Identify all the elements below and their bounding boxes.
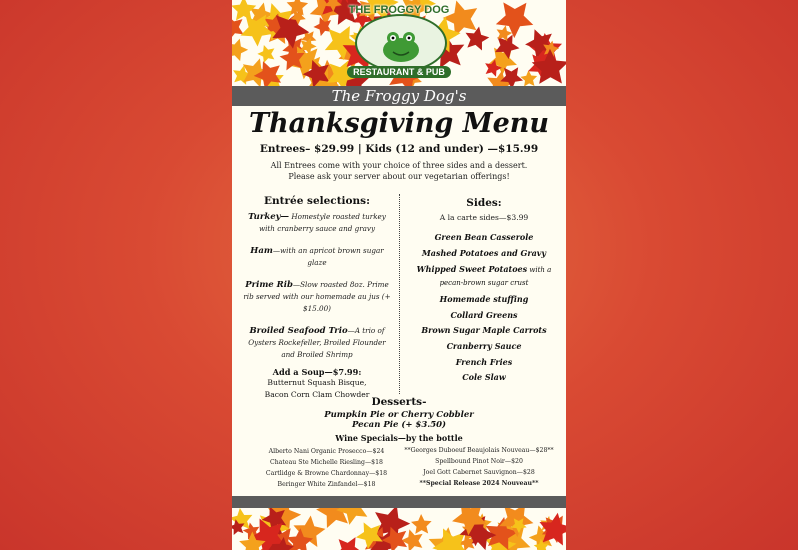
desserts-heading: Desserts-	[371, 396, 427, 408]
entree-desc: —A trio of Oysters Rockefeller, Broiled Flounder and Broiled Shrimp	[248, 326, 386, 359]
footer-bar	[232, 496, 566, 508]
logo-subtitle: RESTAURANT & PUB	[347, 66, 451, 78]
soup-heading: Add a Soup—$7.99:	[272, 367, 362, 377]
dessert-line: Pecan Pie (+ $3.50)	[351, 420, 447, 430]
froggy-dog-logo	[347, 4, 451, 82]
side-item: Brown Sugar Maple Carrots	[421, 325, 547, 336]
wine-list-left	[254, 446, 399, 490]
soup-item: Bacon Corn Clam Chowder	[264, 390, 370, 399]
wine-item: **Georges Duboeuf Beaujolais Nouveau—$28**	[404, 447, 554, 454]
entree-name: Turkey—	[248, 212, 290, 222]
side-item: French Fries	[455, 356, 513, 367]
wine-list-right	[404, 445, 554, 489]
dessert-line: Pumpkin Pie or Cherry Cobbler	[324, 410, 474, 420]
soup-item: Butternut Squash Bisque,	[267, 378, 367, 387]
wine-item: Beringer White Zinfandel—$18	[277, 481, 376, 488]
maple-leaf-icon	[490, 0, 541, 42]
wine-item: **Special Release 2024 Nouveau**	[419, 480, 539, 487]
entree-desc: Homestyle roasted turkey with cranberry sauce and gravy	[258, 212, 386, 233]
entree-name: Ham	[250, 246, 273, 256]
entree-name: Broiled Seafood Trio	[249, 326, 348, 336]
menu-card	[232, 0, 566, 550]
side-item: Cole Slaw	[462, 372, 506, 383]
side-item: Green Bean Casserole	[434, 232, 534, 242]
side-item: Mashed Potatoes and Gravy	[421, 247, 547, 258]
side-special-name: Whipped Sweet Potatoes	[416, 264, 528, 275]
wine-heading: Wine Specials—by the bottle	[335, 433, 463, 443]
entree-item	[242, 245, 392, 269]
wine-item: Joel Gott Cabernet Sauvignon—$28	[423, 469, 535, 476]
side-item: Homemade stuffing	[439, 294, 529, 305]
desserts-section	[232, 396, 566, 430]
wine-item: Chateau Ste Michelle Riesling—$18	[270, 459, 383, 466]
column-divider	[399, 194, 400, 394]
maple-leaf-icon	[232, 38, 248, 61]
sides-heading: Sides:	[466, 197, 502, 209]
entree-heading: Entrée selections:	[264, 195, 370, 207]
entree-item	[242, 279, 392, 315]
entree-desc: —with an apricot brown sugar glaze	[272, 246, 384, 267]
prices-line: Entrees– $29.99 | Kids (12 and under) —$15.99	[259, 143, 539, 155]
side-special-desc: with a pecan-brown sugar crust	[439, 266, 552, 288]
note-sides: All Entrees come with your choice of three sides and a dessert.	[270, 161, 528, 170]
frog-mascot-icon	[355, 14, 447, 72]
wine-item: Spellbound Pinot Noir—$20	[435, 458, 523, 465]
sides-price: A la carte sides—$3.99	[439, 213, 529, 222]
page-title: Thanksgiving Menu	[248, 108, 550, 139]
wine-item: Cartlidge & Browne Chardonnay—$18	[265, 470, 388, 477]
side-item-special	[410, 263, 558, 289]
logo-name: THE FROGGY DOG	[348, 4, 450, 16]
sides-column	[410, 197, 558, 386]
entree-column	[242, 195, 392, 401]
side-item: Collard Greens	[450, 309, 518, 320]
banner: The Froggy Dog's	[232, 86, 566, 106]
side-item: Cranberry Sauce	[446, 340, 522, 351]
autumn-leaves-bottom	[232, 508, 566, 550]
entree-item	[242, 211, 392, 235]
note-vegetarian: Please ask your server about our vegetarian offerings!	[288, 172, 510, 181]
entree-name: Prime Rib	[245, 280, 293, 290]
entree-desc: —Slow roasted 8oz. Prime rib served with our homemade au jus (+ $15.00)	[243, 280, 391, 313]
wine-item: Alberto Nani Organic Prosecco—$24	[268, 448, 385, 455]
entree-item	[242, 325, 392, 361]
